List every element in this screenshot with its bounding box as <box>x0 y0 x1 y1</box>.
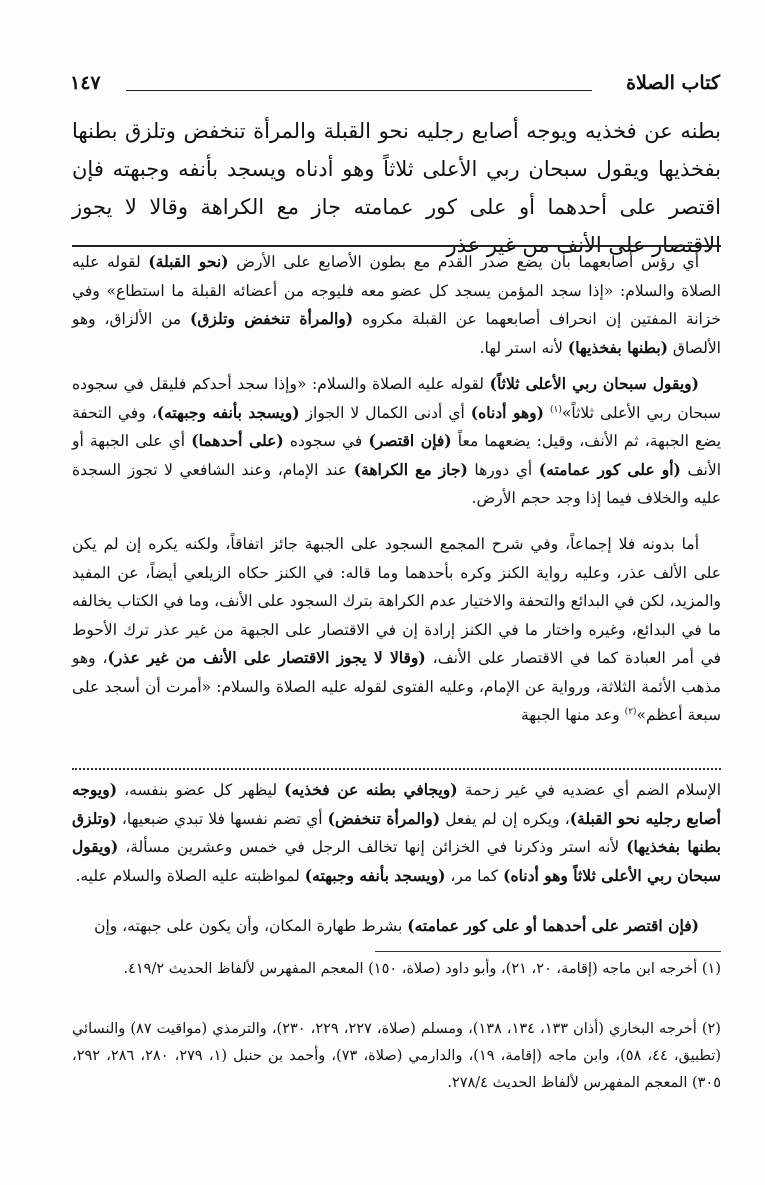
footnote-ref: (١) <box>550 404 562 415</box>
commentary-paragraph-3 <box>72 530 721 730</box>
commentary-text: (فإن اقتصر على أحدهما أو على كور عمامته) بشرط طهارة المكان، وأن يكون على جبهته، وإن <box>94 916 699 935</box>
commentary-paragraph-4 <box>72 776 721 890</box>
quoted-matn: (ويسجد بأنفه وجبهته) <box>156 402 300 422</box>
dotted-divider <box>72 768 721 770</box>
quoted-matn: (ويقول سبحان ربي الأعلى ثلاثاً وهو أدناه) <box>72 837 721 885</box>
footnote-2: (٢) أخرجه البخاري (أذان ١٣٣، ١٣٤، ١٣٨)، ومسلم (صلاة، ٢٢٧، ٢٢٩، ٢٣٠)، والترمذي (مواقيت ٨٧) والنسائي (تطبيق، ٤٤، ٥٨)، وابن ماجه (إقامة، ١٩)، والدارمي (صلاة، ٧٣)، وأحمد بن حنبل (١، ٢٧٩، ٢٨٠، ٢٨٦، ٢٩٢، ٣٠٥) المعجم المفهرس لألفاظ الحديث ٢٧٨/٤. <box>72 1021 722 1091</box>
chapter-title: كتاب الصلاة <box>626 72 720 94</box>
quoted-matn: (بطنها بفخذيها) <box>567 337 668 357</box>
quoted-matn: (وقالا لا يجوز الاقتصار على الأنف من غير عذر) <box>107 648 426 667</box>
commentary-text: الإسلام الضم أي عضديه في غير زحمة (ويجافي بطنه عن فخذيه) ليظهر كل عضو بنفسه، (ويوجه أصابع رجليه نحو القبلة)، ويكره إن لم يفعل (والمرأة تنخفض) أي تضم نفسها فلا تبدي ضبعيها، (وتلزق بطنها بفخذيها) لأنه استر وذكرنا في الخزائن إنها تخالف الرجل في خمس وعشرين مسألة، (ويقول سبحان ربي الأعلى ثلاثاً وهو أدناه) كما مر، (ويسجد بأنفه وجبهته) لمواظبته عليه الصلاة والسلام عليه. <box>72 780 722 885</box>
footnote-ref: (٢) <box>624 706 637 717</box>
quoted-matn: (ويجافي بطنه عن فخذيه) <box>284 780 458 799</box>
quoted-matn: (على أحدهما) <box>191 431 284 450</box>
quoted-matn: (أو على كور عمامته) <box>538 459 681 479</box>
running-header <box>70 64 720 94</box>
quoted-matn: (والمرأة تنخفض وتلزق) <box>190 309 354 328</box>
quoted-matn: (ويسجد بأنفه وجبهته) <box>304 865 446 885</box>
quoted-matn: (ويقول سبحان ربي الأعلى ثلاثاً) <box>489 374 699 393</box>
quoted-matn: (ويوجه أصابع رجليه نحو القبلة) <box>72 780 721 828</box>
page-number: ١٤٧ <box>70 72 101 94</box>
header-rule <box>126 90 592 91</box>
text-divider <box>72 245 721 247</box>
commentary-text: (ويقول سبحان ربي الأعلى ثلاثاً) لقوله عليه الصلاة والسلام: «وإذا سجد أحدكم فليقل في سجوده سبحان ربي الأعلى ثلاثاً»$^{(١)}$ (وهو أدناه) أي أدنى الكمال لا الجواز (ويسجد بأنفه وجبهته)، وفي التحفة يضع الجبهة، ثم الأنف، وقيل: يضعهما معاً (فإن اقتصر) في سجوده (على أحدهما) أي على الجبهة أو الأنف (أو على كور عمامته) أي دورها (جاز مع الكراهة) عند الإمام، وعند الشافعي لا تجوز السجدة عليه والخلاف فيما إذا وجد حجم الأرض. <box>72 374 722 507</box>
quoted-matn: (فإن اقتصر على أحدهما أو على كور عمامته) <box>407 916 699 935</box>
quoted-matn: (جاز مع الكراهة) <box>353 459 468 479</box>
commentary-paragraph-5 <box>72 912 721 941</box>
quoted-matn: (والمرأة تنخفض) <box>327 808 441 828</box>
footnote-divider <box>375 951 721 952</box>
commentary-text: أي رؤس أصابعهما بأن يضع صدر القدم مع بطون الأصابع على الأرض (نحو القبلة) لقوله عليه الصلاة والسلام: «إذا سجد المؤمن يسجد كل عضو معه فليوجه من أعضائه القبلة ما استطاع» وفي خزانة المفتين إن انحراف أصابعهما عن القبلة مكروه (والمرأة تنخفض وتلزق) من الألزاق، وهو الألصاق (بطنها بفخذيها) لأنه استر لها. <box>72 252 721 357</box>
commentary-paragraph-2 <box>72 370 721 513</box>
main-text: بطنه عن فخذيه ويوجه أصابع رجليه نحو القبلة والمرأة تنخفض وتلزق بطنها بفخذيها ويقول سبحان ربي الأعلى ثلاثاً وهو أدناه ويسجد بأنفه وجبهته فإن اقتصر على أحدهما أو على كور عمامته جاز مع الكراهة وقالا لا يجوز الاقتصار على الأنف من غير عذر <box>72 119 721 257</box>
quoted-matn: (وتلزق بطنها بفخذيها) <box>72 808 721 856</box>
commentary-paragraph-1 <box>72 248 721 362</box>
commentary-text: أما بدونه فلا إجماعاً، وفي شرح المجمع السجود على الجبهة جائز اتفاقاً، ولكنه يكره إن لم يكن على الألف عذر، وعليه رواية الكنز وكره بأحدهما وما قاله: في الكنز حكاه الزيلعي أيضاً، عن المفيد والمزيد، لكن في البدائع والتحفة والاختيار عدم الكراهة بترك السجود على الأنف، وما في الكتاب يخالفه ما في البدائع، وغيره واختار ما في الكنز إرادة إن في الاقتصار على الجبهة من غير عذر ترك الأحوط في أمر العبادة كما في الاقتصار على الأنف، (وقالا لا يجوز الاقتصار على الأنف من غير عذر)، وهو مذهب الأئمة الثلاثة، ورواية عن الإمام، وعليه الفتوى لقوله عليه الصلاة والسلام: «أمرت أن أسجد على سبعة أعظم»$^{(٢)}$ وعد منها الجبهة <box>72 535 721 724</box>
quoted-matn: (وهو أدناه) <box>470 402 544 422</box>
footnote-1: (١) أخرجه ابن ماجه (إقامة، ٢٠، ٢١)، وأبو داود (صلاة، ١٥٠) المعجم المفهرس لألفاظ الحديث ٤١٩/٢. <box>123 961 721 977</box>
quoted-matn: (نحو القبلة) <box>148 252 229 271</box>
quoted-matn: (فإن اقتصر) <box>368 431 452 450</box>
